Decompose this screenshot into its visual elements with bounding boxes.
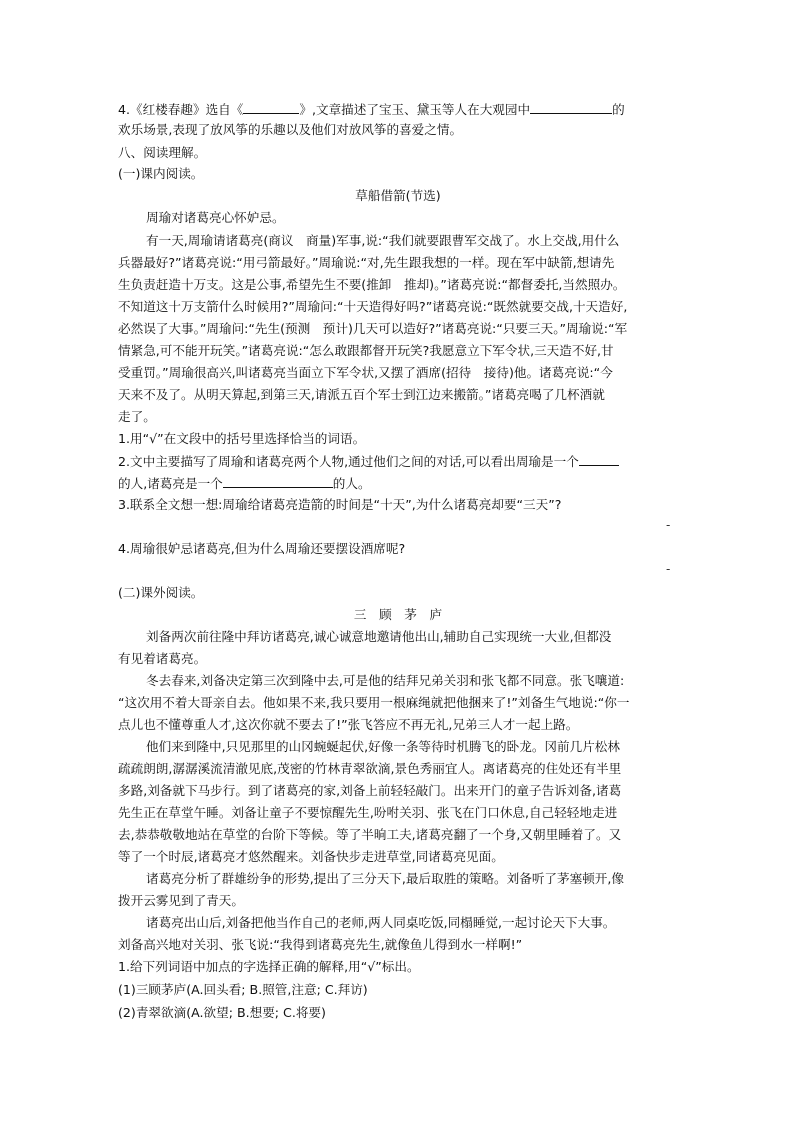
text-line-r4a: 诸葛亮分析了群雄纷争的形势,提出了三分天下,最后取胜的策略。刘备听了茅塞顿开,像 [146, 871, 624, 886]
text-segment: 4.《红楼春趣》选自《 [118, 102, 244, 117]
text-line-p2f: 情紧急,可不能开玩笑。”诸葛亮说:“怎么敢跟都督开玩笑?我愿意立下军令状,三天造不好,甘 [118, 343, 614, 358]
text-segment: 的人,诸葛亮是一个 [118, 476, 223, 491]
text-line-p1: 周瑜对诸葛亮心怀妒忌。 [146, 210, 285, 225]
text-line-e1: 1.给下列词语中加点的字选择正确的解释,用“√”标出。 [118, 959, 420, 974]
answer-blank[interactable] [243, 101, 299, 114]
answer-line-marker: - [666, 562, 671, 576]
text-line-p2g: 受重罚。”周瑜很高兴,叫诸葛亮当面立下军令状,又摆了酒席(招待 接待)他。诸葛亮说:“今 [118, 365, 613, 380]
text-line-p2a: 有一天,周瑜请诸葛亮(商议 商量)军事,说:“我们就要跟曹军交战了。水上交战,用什么 [146, 233, 620, 248]
text-line-s8b: (二)课外阅读。 [118, 585, 204, 600]
text-line-s8: 八、阅读理解。 [118, 145, 207, 160]
text-line-q2b [118, 475, 678, 492]
text-line-q4 [118, 101, 678, 118]
text-line-r3c: 多路,刘备就下马步行。到了诸葛亮的家,刘备上前轻轻敲门。出来开门的童子告诉刘备,诸葛 [118, 783, 622, 798]
text-line-r3d: 先生正在草堂午睡。刘备让童子不要惊醒先生,吩咐关羽、张飞在门口休息,自己轻轻地走进 [118, 805, 618, 820]
text-line-r4b: 拨开云雾见到了青天。 [118, 893, 244, 908]
answer-line-marker: - [666, 518, 671, 532]
text-line-p2c: 生负责赶造十万支。这是公事,希望先生不要(推卸 推却)。”诸葛亮说:“都督委托,当然照办。 [118, 277, 626, 292]
text-segment: 2.文中主要描写了周瑜和诸葛亮两个人物,通过他们之间的对话,可以看出周瑜是一个 [118, 454, 579, 469]
text-line-r5b: 刘备高兴地对关羽、张飞说:“我得到诸葛亮先生,就像鱼儿得到水一样啊!” [118, 937, 523, 952]
text-line-p2h: 天来不及了。从明天算起,到第三天,请派五百个军士到江边来搬箭。”诸葛亮喝了几杯酒就 [118, 387, 605, 402]
text-line-r3a: 他们来到隆中,只见那里的山冈蜿蜒起伏,好像一条等待时机腾飞的卧龙。冈前几片松林 [146, 739, 620, 754]
text-line-r2c: 点儿也不懂尊重人才,这次你就不要去了!”张飞答应不再无礼,兄弟三人才一起上路。 [118, 717, 579, 732]
text-line-q2a [118, 453, 678, 470]
text-line-q1: 1.用“√”在文段中的括号里选择恰当的词语。 [118, 431, 366, 446]
text-line-p2d: 不知道这十万支箭什么时候用?”周瑜问:“十天造得好吗?”诸葛亮说:“既然就要交战,十天造好, [118, 299, 628, 314]
text-line-t1: 草船借箭(节选) [355, 188, 441, 203]
text-line-e1a: (1)三顾茅庐(A.回头看; B.照管,注意; C.拜访) [118, 982, 368, 997]
text-line-r3e: 去,恭恭敬敬地站在草堂的台阶下等候。等了半晌工夫,诸葛亮翻了一个身,又朝里睡着了。又 [118, 827, 622, 842]
text-line-r2b: “这次用不着大哥亲自去。他如果不来,我只要用一根麻绳就把他捆来了!”刘备生气地说:“你一 [118, 695, 630, 710]
text-line-r1a: 刘备两次前往隆中拜访诸葛亮,诚心诚意地邀请他出山,辅助自己实现统一大业,但都没 [146, 629, 612, 644]
text-segment: 的 [612, 102, 625, 117]
text-line-e1b: (2)青翠欲滴(A.欲望; B.想要; C.将要) [118, 1005, 326, 1020]
text-line-p2i: 走了。 [118, 409, 156, 424]
text-line-r2a: 冬去春来,刘备决定第三次到隆中去,可是他的结拜兄弟关羽和张飞都不同意。张飞嚷道: [146, 673, 625, 688]
text-line-r5a: 诸葛亮出山后,刘备把他当作自己的老师,两人同桌吃饭,同榻睡觉,一起讨论天下大事。 [146, 915, 616, 930]
text-line-q4r: 4.周瑜很妒忌诸葛亮,但为什么周瑜还要摆设酒席呢? [118, 541, 406, 556]
text-segment: 的人。 [332, 476, 371, 491]
text-line-q3: 3.联系全文想一想:周瑜给诸葛亮造箭的时间是“十天”,为什么诸葛亮却要“三天”? [118, 497, 562, 512]
text-line-q4b: 欢乐场景,表现了放风筝的乐趣以及他们对放风筝的喜爱之情。 [118, 122, 463, 137]
answer-blank[interactable] [530, 101, 612, 114]
text-line-r3f: 等了一个时辰,诸葛亮才悠然醒来。刘备快步走进草堂,同诸葛亮见面。 [118, 849, 504, 864]
text-segment: 》,文章描述了宝玉、黛玉等人在大观园中 [299, 102, 531, 117]
text-line-p2e: 必然误了大事。”周瑜问:“先生(预测 预计)几天可以造好?”诸葛亮说:“只要三天。”周瑜说:“军 [118, 321, 628, 336]
text-line-p2b: 兵器最好?”诸葛亮说:“用弓箭最好。”周瑜说:“对,先生跟我想的一样。现在军中缺箭,想请先 [118, 255, 615, 270]
text-line-t2: 三 顾 茅 庐 [353, 607, 443, 622]
answer-blank[interactable] [223, 475, 333, 488]
answer-blank[interactable] [579, 453, 619, 466]
text-line-s8a: (一)课内阅读。 [118, 166, 204, 181]
text-line-r1b: 有见着诸葛亮。 [118, 651, 207, 666]
text-line-r3b: 疏疏朗朗,潺潺溪流清澈见底,茂密的竹林青翠欲滴,景色秀丽宜人。离诸葛亮的住处还有半里 [118, 761, 622, 776]
